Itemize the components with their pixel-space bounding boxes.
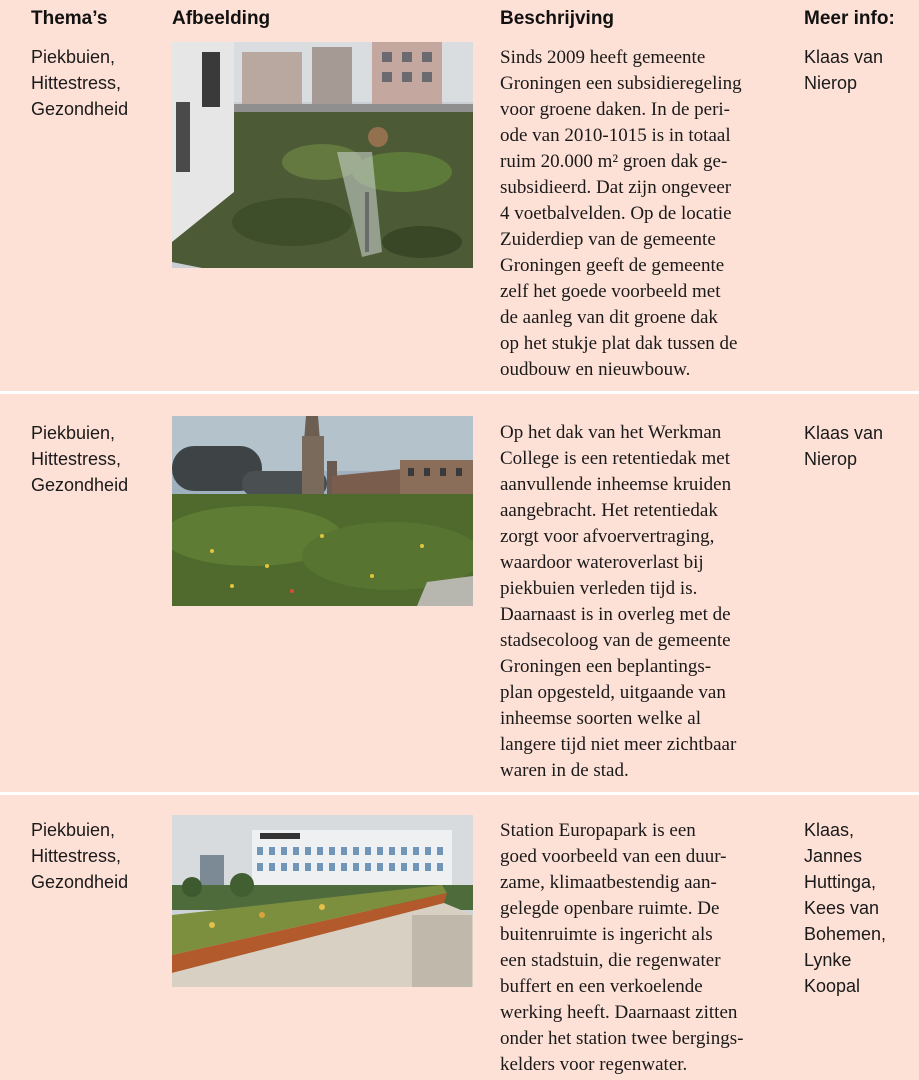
row-2-themes: Piekbuien, Hittestress, Gezondheid — [31, 423, 129, 495]
row-divider — [0, 792, 919, 795]
row-2-description: Op het dak van het Werkman College is een retentiedak met aanvullende inheemse kruiden aangebracht. Het retentiedak zorgt voor afvoervertraging, waardoor wateroverlast bij piekbuien verleden tijd is. Daarnaast is in overleg met de stadsecoloog van de gemeente Groningen een beplantings- plan opgesteld, uitgaande van inheemse soorten welke al langere tijd niet meer zichtbaar waren in de stad. — [500, 422, 737, 781]
row-3-themes: Piekbuien, Hittestress, Gezondheid — [31, 820, 129, 892]
row-3-description: Station Europapark is een goed voorbeeld van een duur- zame, klimaatbestendig aan- gelegde openbare ruimte. De buitenruimte is ingericht als een stadstuin, die regenwater buffert en een verkoelende werking heeft. Daarnaast zitten onder het station twee bergings- kelders voor regenwater. — [500, 820, 744, 1075]
row-1-themes: Piekbuien, Hittestress, Gezondheid — [31, 47, 129, 119]
row-divider — [0, 391, 919, 394]
retention-roof-church-photo — [172, 416, 473, 606]
row-1-contact: Klaas van Nierop — [804, 47, 884, 93]
header-description: Beschrijving — [500, 8, 615, 29]
row-1-description: Sinds 2009 heeft gemeente Groningen een subsidieregeling voor groene daken. In de peri- ode van 2010-1015 is in totaal ruim 20.000 m² groen dak ge- subsidieerd. Dat zijn ongeveer 4 voetbalvelden. Op de locatie Zuiderdiep van de gemeente Groningen geeft de gemeente zelf het goede voorbeeld met de aanleg van dit groene dak op het stukje plat dak tussen de oudbouw en nieuwbouw. — [500, 47, 742, 380]
row-2-contact: Klaas van Nierop — [804, 423, 884, 469]
header-image: Afbeelding — [172, 8, 271, 29]
green-roof-sprinkler-photo — [172, 42, 473, 268]
header-themes: Thema’s — [31, 8, 108, 29]
station-europapark-photo — [172, 815, 473, 987]
row-3-contact: Klaas, Jannes Huttinga, Kees van Bohemen, Lynke Koopal — [804, 820, 887, 996]
header-more-info: Meer info: — [804, 8, 895, 29]
